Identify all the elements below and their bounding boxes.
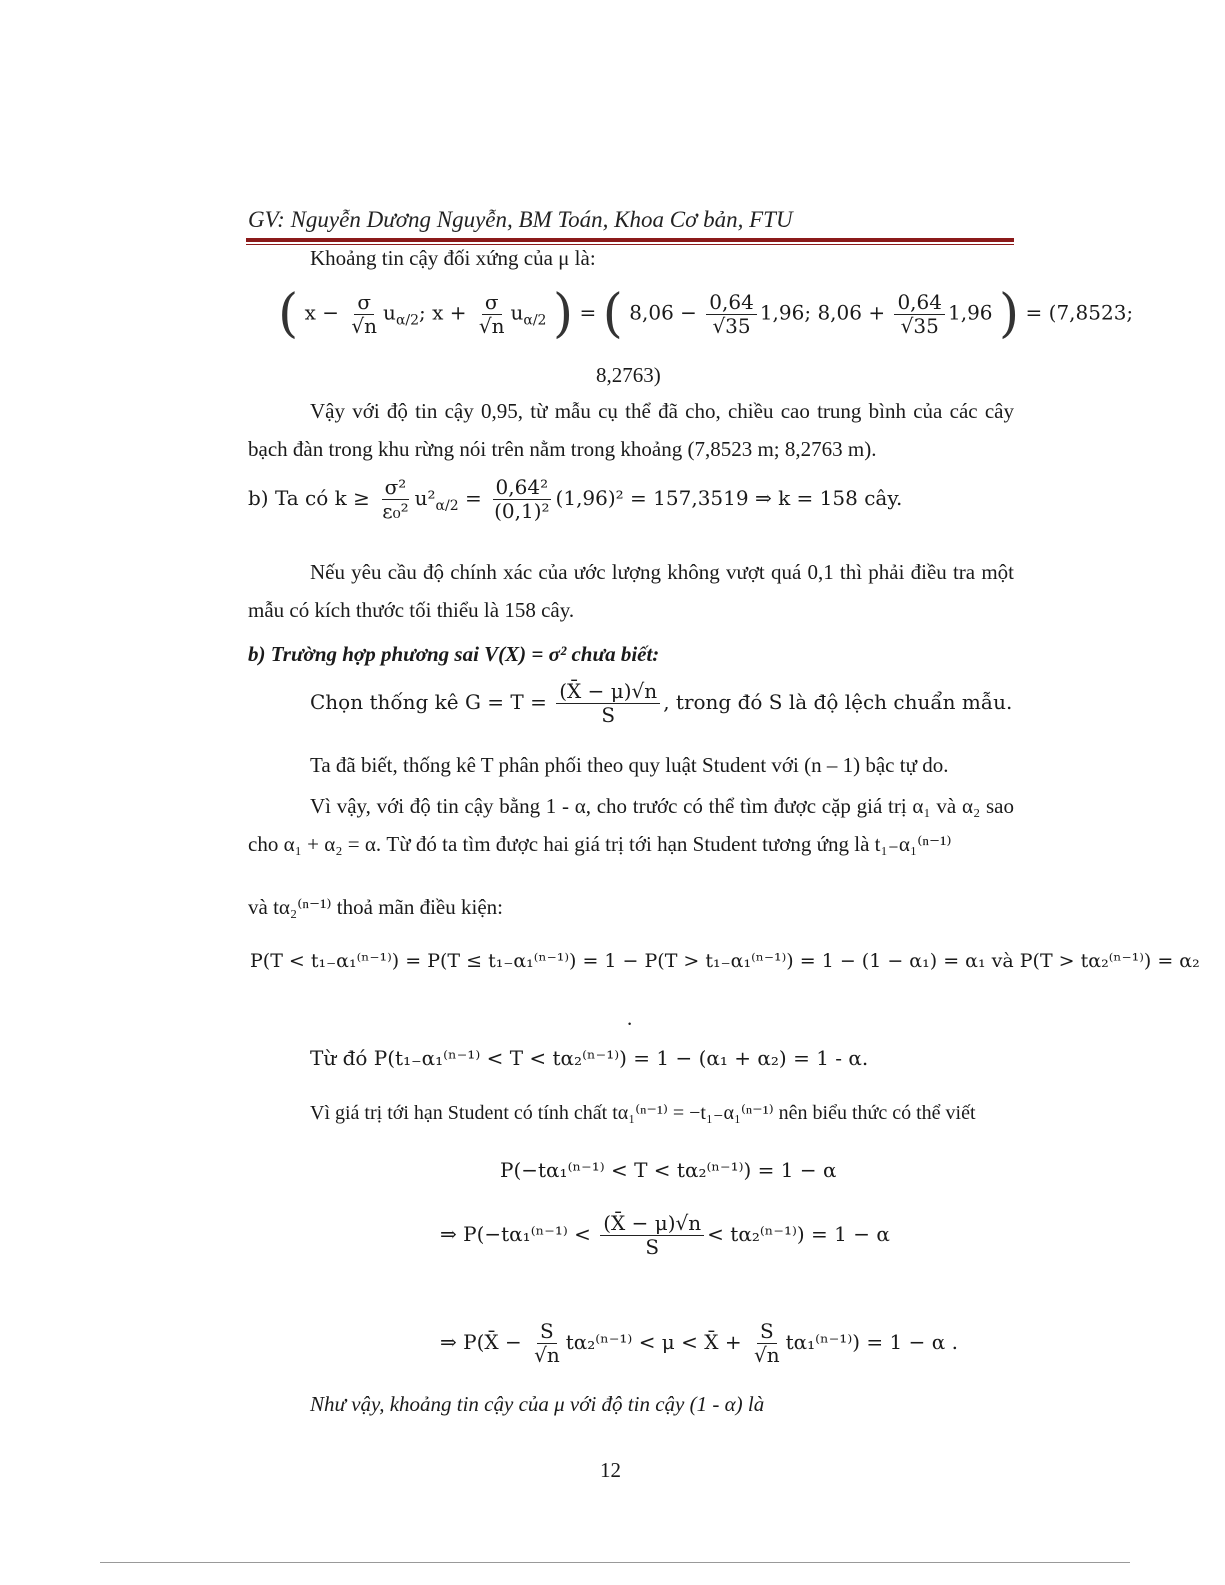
stray-dot: .	[627, 1006, 633, 1030]
closing-text: Như vậy, khoảng tin cậy của μ với độ tin cậy (1 - α) là	[310, 1392, 765, 1416]
equation-2: ⇒ P(−tα₁⁽ⁿ⁻¹⁾ < $\frac{(X̄ - \mu)√n}{S}$ < tα₂⁽ⁿ⁻¹⁾) = 1 − α	[440, 1211, 890, 1259]
footer-rule	[100, 1562, 1130, 1563]
intro-text: Khoảng tin cậy đối xứng của μ là:	[310, 246, 596, 270]
header-rule	[246, 238, 1014, 242]
property-line: Vì giá trị tới hạn Student có tính chất tα₁⁽ⁿ⁻¹⁾ = −t₁₋α₁⁽ⁿ⁻¹⁾ nên biểu thức có thể viết	[310, 1102, 976, 1124]
equation-1: P(−tα₁⁽ⁿ⁻¹⁾ < T < tα₂⁽ⁿ⁻¹⁾) = 1 − α	[500, 1158, 837, 1182]
equation-3: ⇒ P(X̄ − $\frac{S}{√n}$ tα₂⁽ⁿ⁻¹⁾ < μ < X̄ + $\frac{S}{√n}$ tα₁⁽ⁿ⁻¹⁾) = 1 − α .	[440, 1319, 958, 1367]
from-that-line: Từ đó P(t₁₋α₁⁽ⁿ⁻¹⁾ < T < tα₂⁽ⁿ⁻¹⁾) = 1 − (α₁ + α₂) = 1 - α.	[310, 1046, 869, 1070]
header-rule-thin	[246, 244, 1014, 245]
and-text: và tα₂⁽ⁿ⁻¹⁾ thoả mãn điều kiện:	[248, 895, 503, 919]
conclusion-1: Vậy với độ tin cậy 0,95, từ mẫu cụ thể đã cho, chiều cao trung bình của các cây bạch đàn trong khu rừng nói trên nằm trong khoảng (7,8523 m; 8,2763 m).	[248, 399, 1014, 461]
known-text: Ta đã biết, thống kê T phân phối theo quy luật Student với (n – 1) bậc tự do.	[310, 753, 949, 777]
page-header: GV: Nguyễn Dương Nguyễn, BM Toán, Khoa Cơ bản, FTU	[248, 207, 793, 232]
ci-formula: ( x − $\frac{\sigma}{√n}$ $u_{\alpha/2}$; x + $\frac{\sigma}{√n}$ $u_{\alpha/2}$ ) = ( 8,06 − $\frac{0,64}{√35}$ 1,96; 8,06 + $\frac{0,64}{√35}$ 1,96 ) = (7,8523;	[278, 284, 1134, 344]
part-b-formula: b) Ta có k ≥ $\frac{\text{σ²}}{\text{ε₀²}}$ $u^2_{\alpha/2}$ = $\frac{\text{0,64²}}{\text{(0,1)²}}$ (1,96)² = 157,3519 ⇒ k = 158 cây.	[248, 475, 903, 523]
page-number: 12	[600, 1458, 621, 1482]
choose-statistic: Chọn thống kê G = T = $\frac{(X̄ - \mu)√n}{S}$ , trong đó S là độ lệch chuẩn mẫu.	[310, 679, 1013, 727]
therefore-text: Vì vậy, với độ tin cậy bằng 1 - α, cho trước có thể tìm được cặp giá trị α₁ và α₂ sao cho α₁ + α₂ = α. Từ đó ta tìm được hai giá trị tới hạn Student tương ứng là t₁₋α₁⁽ⁿ⁻¹⁾	[248, 794, 1014, 856]
section-b-title: b) Trường hợp phương sai V(X) = σ² chưa biết:	[248, 642, 660, 666]
probability-line: P(T < t₁₋α₁⁽ⁿ⁻¹⁾) = P(T ≤ t₁₋α₁⁽ⁿ⁻¹⁾) = 1 − P(T > t₁₋α₁⁽ⁿ⁻¹⁾) = 1 − (1 − α₁) = α₁ và P(T > tα₂⁽ⁿ⁻¹⁾) = α₂	[250, 950, 1200, 972]
conclusion-2: Nếu yêu cầu độ chính xác của ước lượng không vượt quá 0,1 thì phải điều tra một mẫu có kích thước tối thiểu là 158 cây.	[248, 560, 1014, 622]
ci-result-end: 8,2763)	[596, 363, 661, 387]
